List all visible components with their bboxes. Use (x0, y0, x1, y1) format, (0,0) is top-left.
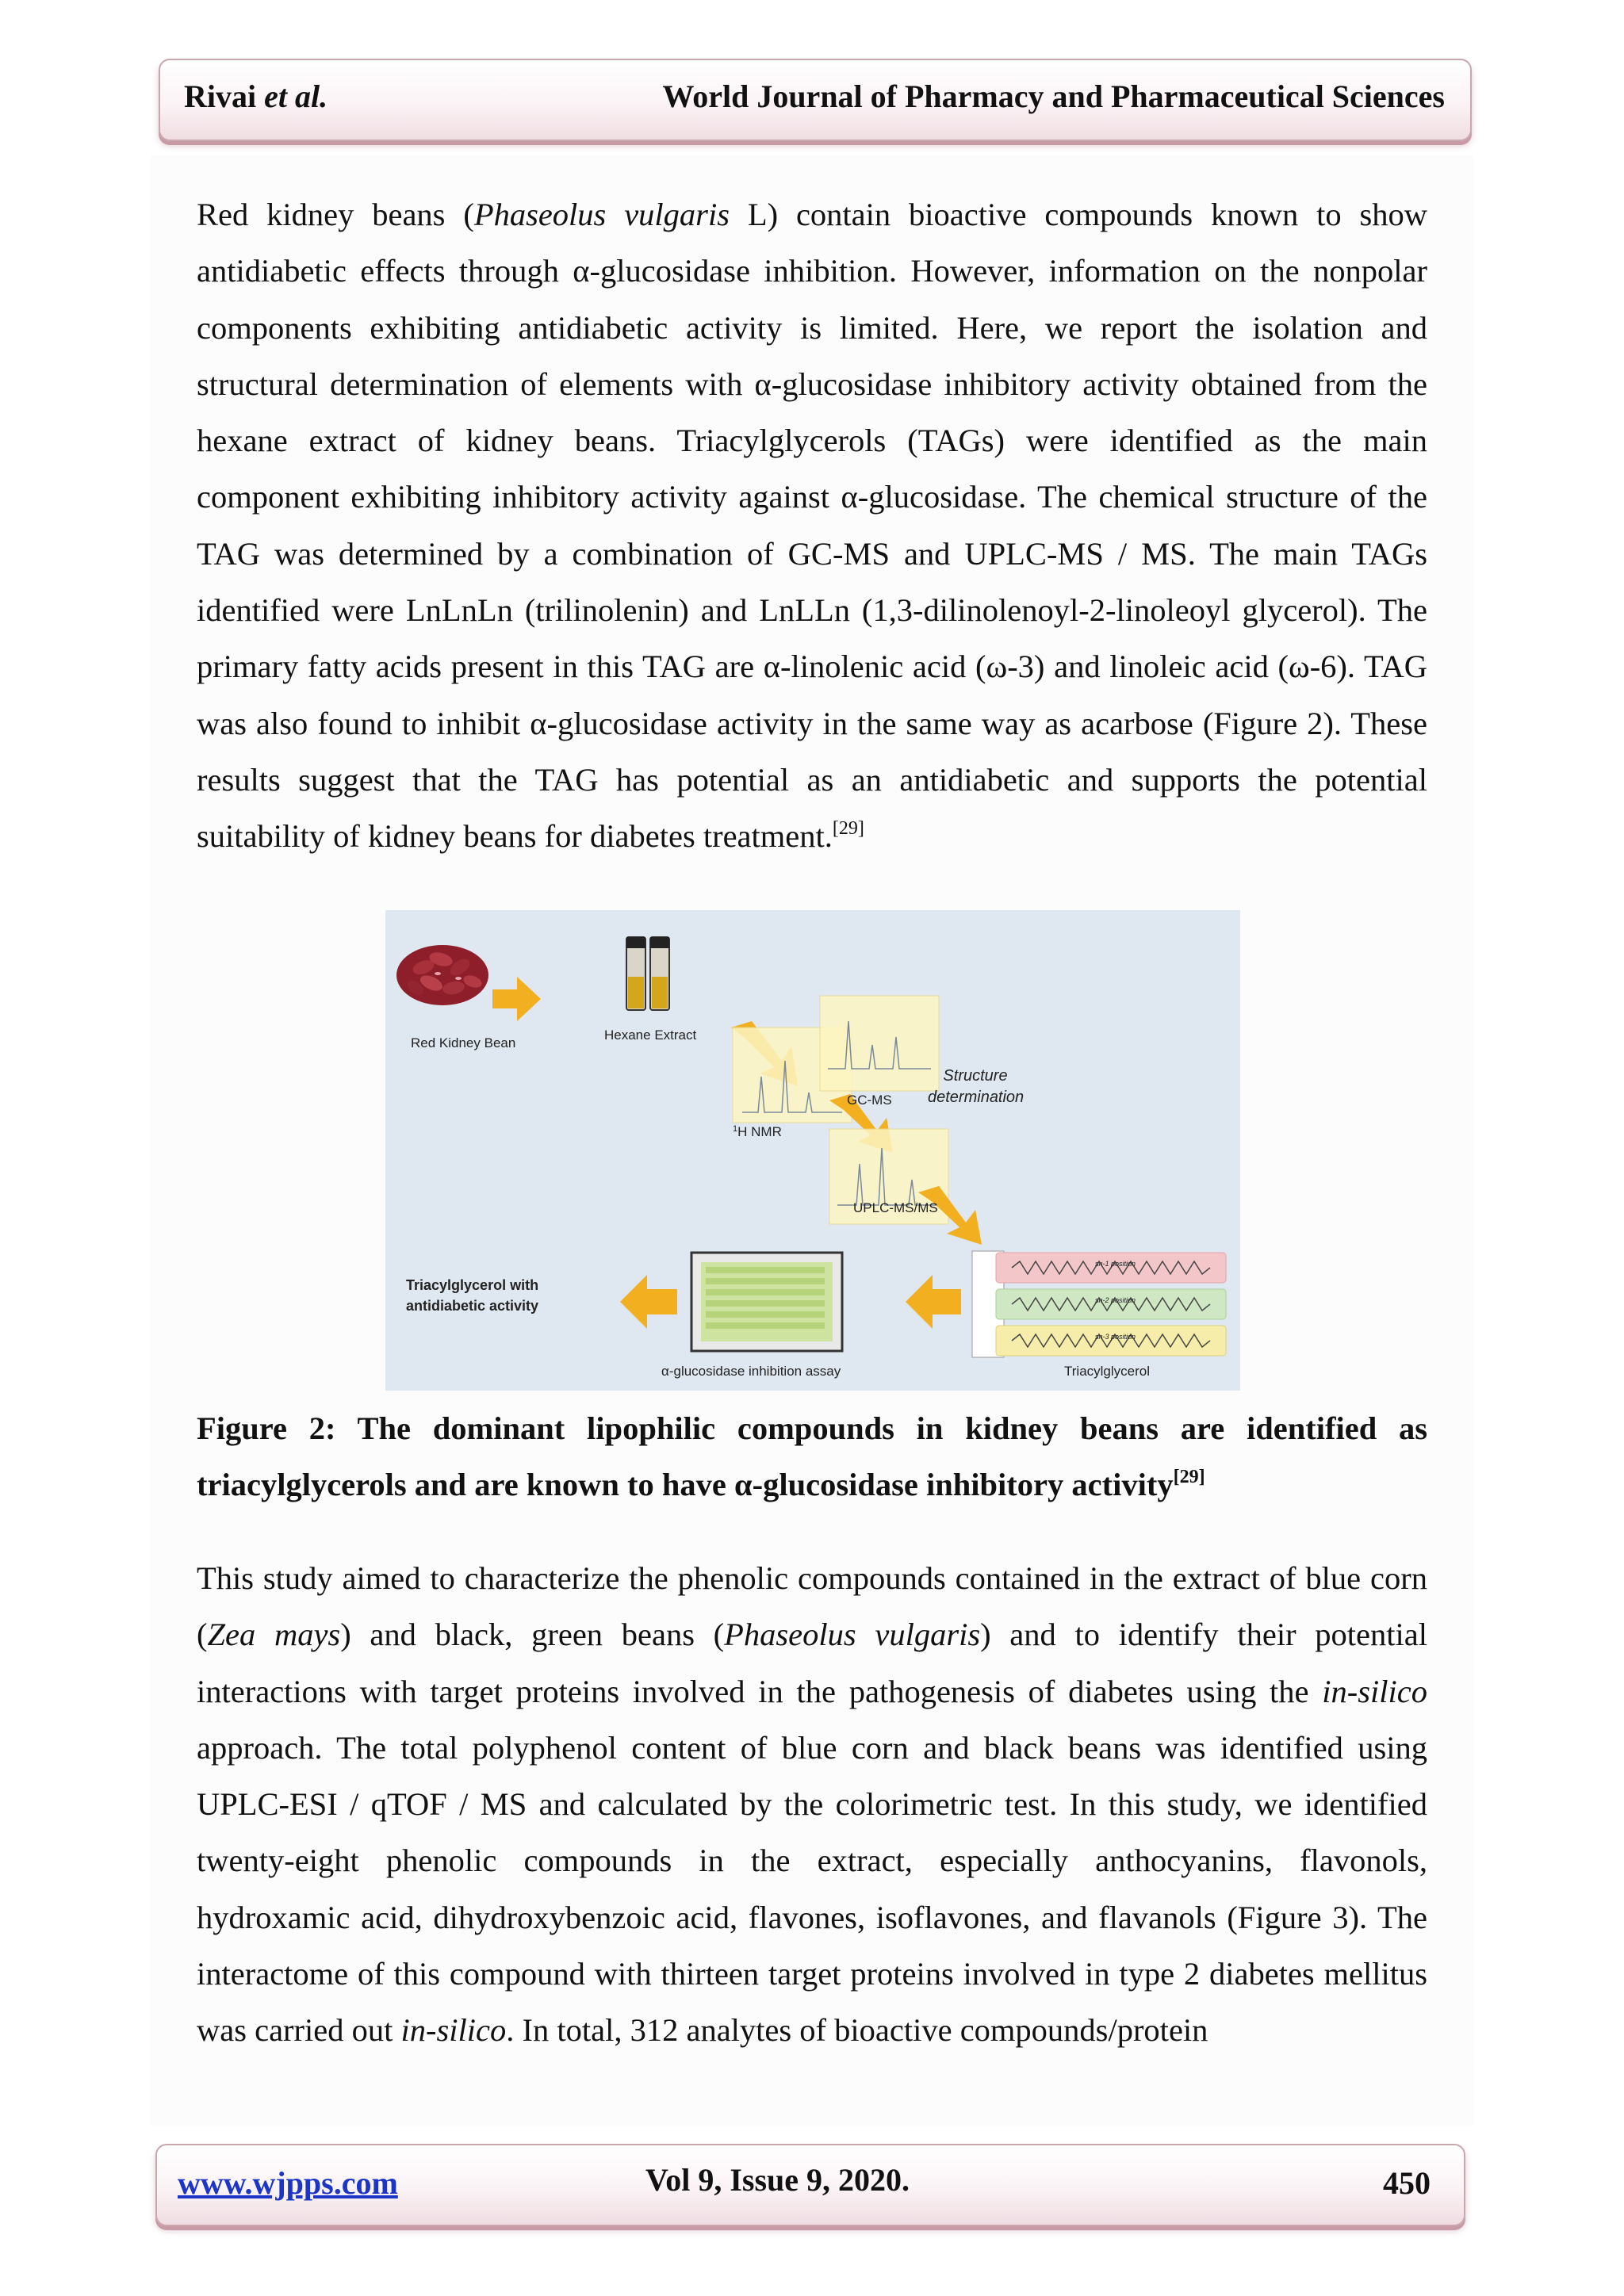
running-footer (155, 2144, 1465, 2226)
arrow-right-icon (492, 977, 541, 1021)
label-glucosidase-assay: α-glucosidase inhibition assay (661, 1364, 841, 1379)
paragraph-kidney-beans (197, 186, 1427, 865)
journal-website-link[interactable]: www.wjpps.com (178, 2165, 398, 2201)
label-triacylglycerol: Triacylglycerol (1064, 1364, 1151, 1379)
label-red-kidney-bean: Red Kidney Bean (411, 1035, 516, 1050)
assay-plate-image (691, 1253, 842, 1351)
label-tag-line-2: antidiabetic activity (406, 1298, 539, 1314)
caption-text: Figure 2: The dominant lipophilic compounds in kidney beans are identified as triacylglycerols and are known to have α-glucosidase inhibitory activity (197, 1410, 1427, 1502)
text-run: Red kidney beans ( (197, 197, 474, 232)
text-run: ) and black, green beans ( (340, 1617, 725, 1653)
label-structure-determination (928, 1066, 1023, 1108)
hexane-extract-tubes-image (626, 937, 669, 1010)
label-h-nmr (733, 1124, 782, 1140)
citation-ref: [29] (1173, 1467, 1205, 1487)
label-sn1-position: sn-1 position (1095, 1260, 1136, 1268)
label-h-nmr-superscript: 1 (733, 1124, 738, 1134)
label-sn2-position: sn-2 position (1095, 1296, 1136, 1304)
citation-ref: [29] (832, 818, 864, 840)
text-run: approach. The total polyphenol content of blue corn and black beans was identified using UPLC-ESI / qTOF / MS and calculated by the colorimetric test. In this study, we identified twenty-eight phenolic compounds in the extract, especially anthocyanins, flavonols, hydroxamic acid, dihydroxybenzoic acid, flavones, isoflavones, and flavanols (Figure 3). The interactome of this compound with thirteen target proteins involved in type 2 diabetes mellitus was carried out (197, 1729, 1427, 2049)
header-authors (184, 78, 327, 115)
paragraph-phenolic-compounds (197, 1550, 1427, 2059)
gc-ms-spectrum-panel (820, 996, 939, 1091)
label-tag-line-1: Triacylglycerol with (406, 1277, 539, 1293)
header-journal-title: World Journal of Pharmacy and Pharmaceutical Sciences (662, 78, 1445, 114)
label-hexane-extract: Hexane Extract (604, 1027, 697, 1043)
label-structure-line-2: determination (928, 1089, 1025, 1106)
arrow-left-icon (620, 1275, 677, 1329)
page-number: 450 (1383, 2165, 1431, 2201)
label-h-nmr-text: H NMR (737, 1124, 782, 1139)
label-structure-line-1: Structure (943, 1067, 1008, 1085)
running-header (159, 59, 1472, 141)
kidney-bean-pile-image (396, 945, 488, 1005)
text-run: . In total, 312 analytes of bioactive compounds/protein (506, 2012, 1208, 2049)
italic-term: in-silico (1322, 1673, 1427, 1709)
italic-term: in-silico (400, 2012, 507, 2049)
label-sn3-position: sn-3 position (1095, 1333, 1136, 1341)
species-name: Zea mays (207, 1617, 341, 1653)
label-gc-ms: GC-MS (847, 1093, 892, 1108)
text-run: This study aimed to characterize the phenolic compounds contained in the extract of blue corn ( (197, 1560, 1427, 1653)
label-tag-antidiabetic (406, 1275, 538, 1316)
figure-2-caption (197, 1400, 1427, 1513)
footer-volume-issue: Vol 9, Issue 9, 2020. (645, 2162, 910, 2198)
arrow-left-icon (906, 1275, 961, 1329)
text-run: L) contain bioactive compounds known to show antidiabetic effects through α-glucosidase inhibition. However, information on the nonpolar components exhibiting antidiabetic activity is limited. Here, we report the isolation and structural determination of elements with α-glucosidase inhibitory activity obtained from the hexane extract of kidney beans. Triacylglycerols (TAGs) were identified as the main component exhibiting inhibitory activity against α-glucosidase. The chemical structure of the TAG was determined by a combination of GC-MS and UPLC-MS / MS. The main TAGs identified were LnLnLn (trilinolenin) and LnLLn (1,3-dilinolenoyl-2-linoleoyl glycerol). The primary fatty acids present in this TAG are α-linolenic acid (ω-3) and linoleic acid (ω-6). TAG was also found to inhibit α-glucosidase activity in the same way as acarbose (Figure 2). These results suggest that the TAG has potential as an antidiabetic and supports the potential suitability of kidney beans for diabetes treatment. (197, 197, 1427, 855)
species-name: Phaseolus vulgaris (724, 1617, 981, 1653)
figure-drawing (385, 910, 1240, 1391)
header-author-name: Rivai (184, 78, 257, 114)
label-uplc-ms-ms: UPLC-MS/MS (853, 1200, 938, 1215)
figure-2-graphic (385, 910, 1240, 1391)
text-run: ) and to identify their potential interactions with target proteins involved in the pathogenesis of diabetes using the (197, 1617, 1427, 1709)
header-et-al: et al. (264, 78, 328, 114)
species-name: Phaseolus vulgaris (473, 197, 730, 232)
